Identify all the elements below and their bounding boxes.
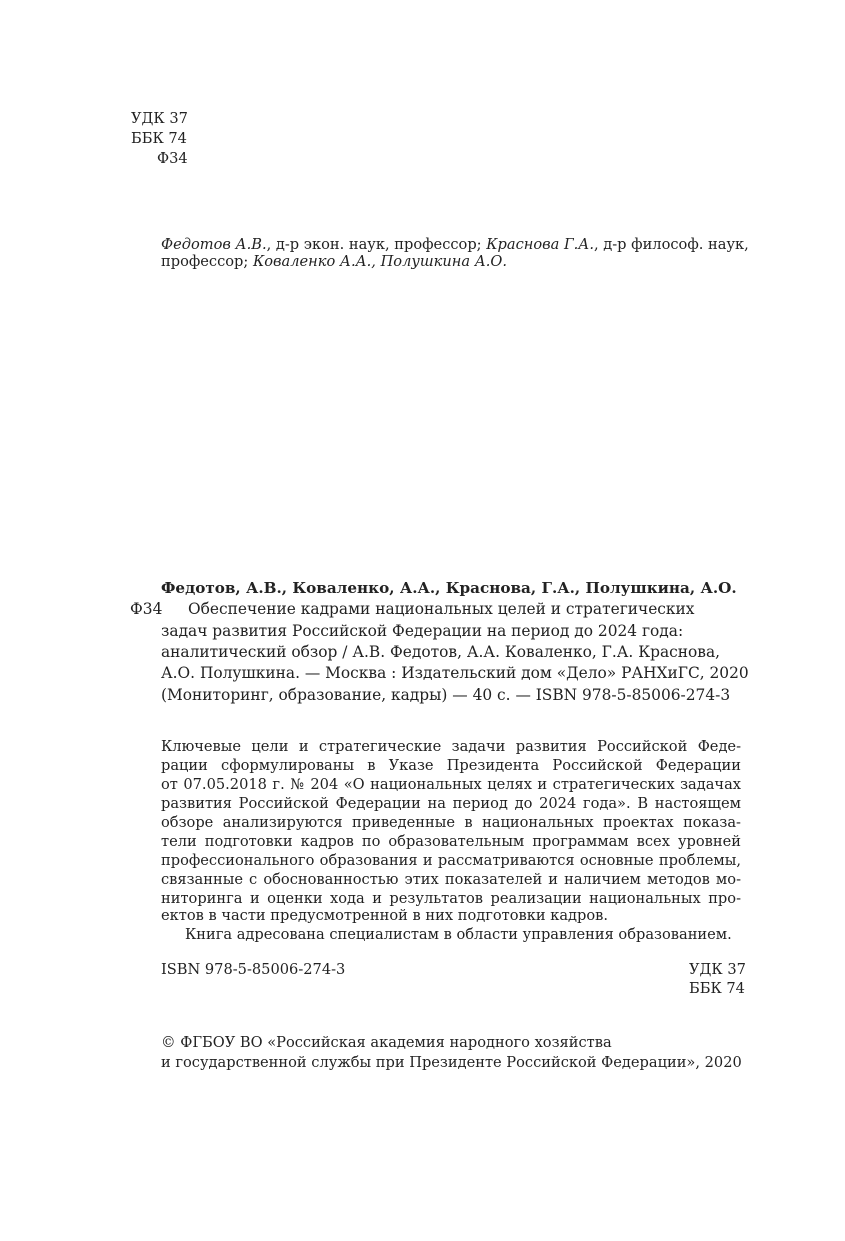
bib-line-1: Обеспечение кадрами национальных целей и стратегических	[188, 600, 695, 618]
authors-note-line-2	[161, 252, 507, 271]
author-fedotov: Федотов А.В.	[161, 236, 267, 253]
bib-heading: Федотов, А.В., Коваленко, А.А., Краснова, Г.А., Полушкина, А.О.	[161, 579, 737, 597]
author-krasnova-degree: , д-р философ. наук,	[593, 236, 749, 253]
abstract-line-10: ектов в части предусмотренной в них подготовки кадров.	[161, 907, 608, 924]
abstract-line-9: ниторинга и оценки хода и результатов реализации национальных про-	[161, 890, 741, 907]
bbk-code-top: ББК 74	[131, 130, 187, 147]
author-fedotov-degree: , д-р экон. наук, профессор;	[266, 236, 487, 253]
authors-other: Коваленко А.А., Полушкина А.О.	[252, 253, 508, 270]
abstract-line-7: профессионального образования и рассматриваются основные проблемы,	[161, 852, 741, 869]
bib-author-mark: Ф34	[130, 600, 163, 618]
copyright-line-2: и государственной службы при Президенте Российской Федерации», 2020	[161, 1054, 742, 1071]
bib-line-3: аналитический обзор / А.В. Федотов, А.А. Коваленко, Г.А. Краснова,	[161, 643, 721, 661]
bib-line-2: задач развития Российской Федерации на период до 2024 года:	[161, 622, 684, 640]
footer-udk: УДК 37	[689, 961, 746, 978]
abstract-line-2: рации сформулированы в Указе Президента Российской Федерации	[161, 757, 741, 774]
bib-line-4: А.О. Полушкина. — Москва : Издательский дом «Дело» РАНХиГС, 2020	[161, 664, 749, 682]
author-krasnova-title: профессор;	[161, 253, 253, 270]
abstract-audience: Книга адресована специалистам в области управления образованием.	[185, 926, 732, 943]
footer-bbk: ББК 74	[689, 980, 745, 997]
abstract-line-6: тели подготовки кадров по образовательным программам всех уровней	[161, 833, 741, 850]
abstract-line-1: Ключевые цели и стратегические задачи развития Российской Феде-	[161, 738, 741, 755]
abstract-line-8: связанные с обоснованностью этих показателей и наличием методов мо-	[161, 871, 741, 888]
abstract-line-5: обзоре анализируются приведенные в национальных проектах показа-	[161, 814, 741, 831]
author-mark-top: Ф34	[157, 150, 188, 167]
abstract-line-3: от 07.05.2018 г. № 204 «О национальных целях и стратегических задачах	[161, 776, 741, 793]
footer-isbn: ISBN 978-5-85006-274-3	[161, 961, 346, 978]
bib-line-5: (Мониторинг, образование, кадры) — 40 с. — ISBN 978-5-85006-274-3	[161, 686, 731, 704]
copyright-line-1: © ФГБОУ ВО «Российская академия народного хозяйства	[161, 1034, 612, 1051]
abstract-line-4: развития Российской Федерации на период до 2024 года». В настоящем	[161, 795, 741, 812]
udk-code-top: УДК 37	[131, 110, 188, 127]
author-krasnova: Краснова Г.А.	[486, 236, 594, 253]
